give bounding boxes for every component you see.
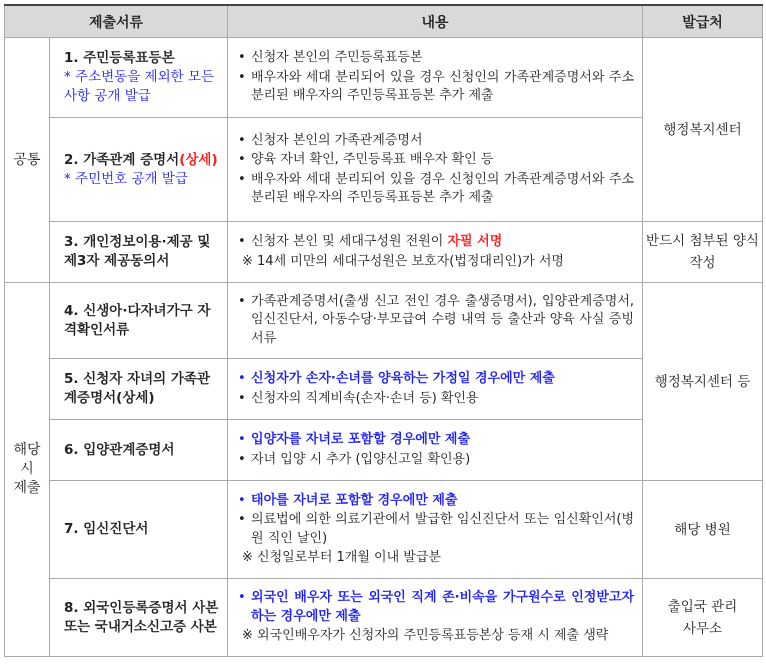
list-item: • 배우자와 세대 분리되어 있을 경우 신청인의 가족관계증명서와 주소 분리된 배우자의 주민등록표등본 추가 제출 [238,69,634,106]
bullet-icon: • [238,234,246,249]
list-item: • 배우자와 세대 분리되어 있을 경우 신청인의 가족관계증명서와 주소 분리된 배우자의 주민등록표등본 추가 제출 [238,171,634,208]
list-item: • 신청자가 손자·손녀를 양육하는 가정일 경우에만 제출 [238,370,634,389]
doc-title: 5. 신청자 자녀의 가족관계증명서(상세) [64,371,210,406]
bullet-icon: • [238,390,246,406]
content-cell [228,481,643,579]
list-item: • 신청자의 직계비속(손자·손녀 등) 확인용 [238,390,634,409]
content-cell [228,359,643,420]
reference-note: ※ 신청일로부터 1개월 이내 발급분 [242,550,441,565]
list-item: • 신청자 본인의 가족관계증명서 [238,132,634,151]
bullet-icon: • [238,492,246,508]
table-row [5,222,763,283]
doc-title-detail: (상세) [179,151,218,168]
doc-title: 4. 신생아·다자녀가구 자격확인서류 [64,302,211,338]
doc-cell [50,222,228,283]
reference-note: ※ 14세 미만의 세대구성원은 보호자(법정대리인)가 서명 [242,253,564,269]
doc-cell [50,420,228,481]
list-item: • 태아를 자녀로 포함할 경우에만 제출 [238,492,634,511]
bullet-icon: • [238,50,246,66]
doc-cell [50,481,228,579]
bullet-icon: • [238,152,246,167]
doc-title: 1. 주민등록표등본 [64,50,175,66]
table-row [5,579,763,657]
table-row [5,481,763,579]
issuer-hospital: 해당 병원 [643,481,763,579]
doc-cell [50,283,228,359]
issuer-attached-form: 반드시 첨부된 양식 작성 [643,222,763,283]
doc-title: 3. 개인정보이용·제공 및 제3자 제공동의서 [64,234,211,269]
issuer-welfare-center: 행정복지센터 [643,38,763,222]
list-item: • 가족관계증명서(출생 신고 전인 경우 출생증명서), 입양관계증명서, 임신진단서, 아동수당·부모급여 수령 내역 등 출산과 양육 사실 증빙 서류 [238,293,634,349]
table-row [5,283,763,359]
doc-title: 8. 외국인등록증명서 사본 또는 국내거소신고증 사본 [64,599,219,635]
signature-required: 자필 서명 [447,234,503,249]
doc-cell [50,579,228,657]
list-item: • 신청자 본인 및 세대구성원 전원이 자필 서명 [238,233,634,252]
content-cell [228,579,643,657]
list-item: • 입양자를 자녀로 포함할 경우에만 제출 [238,431,634,450]
bullet-icon: • [238,512,246,527]
list-item: • 자녀 입양 시 추가 (입양신고일 확인용) [238,451,634,470]
header-documents: 제출서류 [5,5,228,38]
doc-cell [50,359,228,420]
list-item: • 신청자 본인의 주민등록표등본 [238,49,634,68]
bullet-icon: • [238,432,246,447]
content-cell [228,420,643,481]
list-item: • 양육 자녀 확인, 주민등록표 배우자 확인 등 [238,151,634,170]
doc-note: * 주민번호 공개 발급 [64,170,188,187]
category-common: 공통 [5,38,50,283]
bullet-icon: • [238,451,246,467]
category-conditional: 해당 시 제출 [5,283,50,657]
bullet-icon: • [238,132,246,148]
header-row [5,5,763,38]
bullet-icon: • [238,590,246,606]
content-cell [228,283,643,359]
doc-cell [50,118,228,222]
doc-title: 6. 입양관계증명서 [64,441,175,458]
header-issuer: 발급처 [643,5,763,38]
header-content: 내용 [228,5,643,38]
issuer-welfare-center-etc: 행정복지센터 등 [643,283,763,481]
list-item: • 의료법에 의한 의료기관에서 발급한 임신진단서 또는 임신확인서(병원 직인 날인) [238,511,634,548]
bullet-icon: • [238,371,246,386]
issuer-immigration: 출입국 관리사무소 [643,579,763,657]
bullet-icon: • [238,171,246,187]
documents-table [4,4,763,657]
table-row [5,38,763,118]
bullet-icon: • [238,293,246,309]
list-item: • 외국인 배우자 또는 외국인 직계 존·비속을 가구원수로 인정받고자 하는 경우에만 제출 [238,589,634,626]
doc-note: * 주소변동을 제외한 모든 사항 공개 발급 [64,69,215,104]
content-cell [228,222,643,283]
content-cell [228,38,643,118]
doc-title: 2. 가족관계 증명서 [64,151,180,168]
reference-note: ※ 외국인배우자가 신청자의 주민등록표등본상 등재 시 제출 생략 [242,628,609,644]
bullet-icon: • [238,69,246,85]
doc-cell [50,38,228,118]
content-cell [228,118,643,222]
doc-title: 7. 임신진단서 [64,521,149,537]
